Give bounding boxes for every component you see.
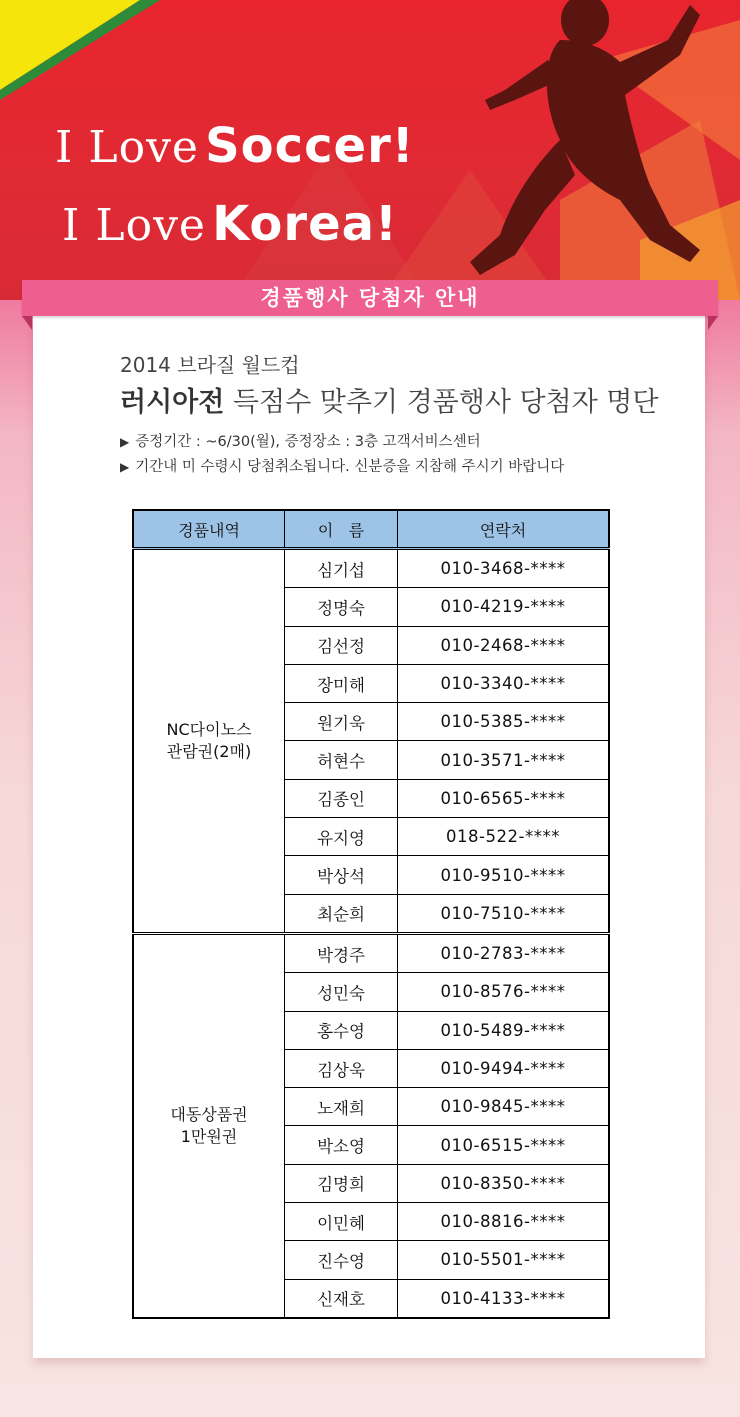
winner-phone: 010-4219-**** — [398, 588, 610, 626]
prize-cell — [133, 933, 285, 1317]
band-fold-left — [22, 316, 32, 330]
winner-name: 김선정 — [285, 626, 398, 664]
note-period — [120, 430, 481, 451]
title-line-2-thin: I Love — [62, 200, 206, 251]
winner-phone: 010-4133-**** — [398, 1279, 610, 1318]
prize-line-2: 관람권(2매) — [166, 741, 252, 761]
event-title — [120, 380, 658, 419]
title-line-1 — [55, 118, 415, 174]
winner-phone: 018-522-**** — [398, 818, 610, 856]
winner-name: 유지영 — [285, 818, 398, 856]
title-line-2 — [62, 196, 398, 252]
winner-name: 원기욱 — [285, 703, 398, 741]
winner-name: 장미해 — [285, 664, 398, 702]
header-banner — [0, 0, 740, 300]
winner-phone: 010-5385-**** — [398, 703, 610, 741]
winner-name: 박소영 — [285, 1126, 398, 1164]
band-fold-right — [708, 316, 718, 330]
winner-name: 성민숙 — [285, 973, 398, 1011]
event-title-rest: 득점수 맞추기 경품행사 당첨자 명단 — [224, 387, 659, 418]
table-row — [133, 549, 609, 588]
winners-body — [133, 549, 609, 1318]
winner-phone: 010-2468-**** — [398, 626, 610, 664]
winner-name: 심기섭 — [285, 549, 398, 588]
event-subtitle: 2014 브라질 월드컵 — [120, 353, 300, 377]
winner-phone: 010-5489-**** — [398, 1011, 610, 1049]
note-id-text: 기간내 미 수령시 당첨취소됩니다. 신분증을 지참해 주시기 바랍니다 — [135, 459, 565, 475]
arrow-icon: ▶ — [120, 435, 130, 449]
winner-name: 홍수영 — [285, 1011, 398, 1049]
title-line-1-thin: I Love — [55, 122, 199, 173]
winner-phone: 010-9494-**** — [398, 1049, 610, 1087]
winner-phone: 010-3468-**** — [398, 549, 610, 588]
note-period-text: 증정기간 : ~6/30(월), 증정장소 : 3층 고객서비스센터 — [135, 434, 481, 450]
winner-name: 박경주 — [285, 933, 398, 972]
prize-line-2: 1만원권 — [180, 1126, 238, 1146]
winner-name: 정명숙 — [285, 588, 398, 626]
arrow-icon: ▶ — [120, 460, 130, 474]
winner-name: 김명희 — [285, 1164, 398, 1202]
winner-name: 허현수 — [285, 741, 398, 779]
note-id-required — [120, 455, 564, 476]
winner-phone: 010-3340-**** — [398, 664, 610, 702]
table-header-row — [133, 510, 609, 549]
winner-name: 노재희 — [285, 1088, 398, 1126]
winner-phone: 010-3571-**** — [398, 741, 610, 779]
title-line-1-bold: Soccer! — [205, 118, 415, 174]
winner-phone: 010-9845-**** — [398, 1088, 610, 1126]
winner-name: 신재호 — [285, 1279, 398, 1318]
winner-phone: 010-5501-**** — [398, 1241, 610, 1279]
winner-name: 박상석 — [285, 856, 398, 894]
winner-name: 진수영 — [285, 1241, 398, 1279]
winner-phone: 010-8350-**** — [398, 1164, 610, 1202]
winner-phone: 010-6515-**** — [398, 1126, 610, 1164]
winner-phone: 010-6565-**** — [398, 779, 610, 817]
event-title-bold: 러시아전 — [120, 387, 225, 418]
prize-line-1: 대동상품권 — [170, 1104, 248, 1124]
winner-phone: 010-8816-**** — [398, 1203, 610, 1241]
announcement-band: 경품행사 당첨자 안내 — [22, 280, 718, 316]
table-row — [133, 933, 609, 972]
header-name: 이 름 — [285, 510, 398, 549]
winner-name: 이민혜 — [285, 1203, 398, 1241]
winner-name: 김상욱 — [285, 1049, 398, 1087]
winner-phone: 010-7510-**** — [398, 894, 610, 933]
header-prize: 경품내역 — [133, 510, 285, 549]
prize-line-1: NC다이노스 — [166, 719, 252, 739]
winner-phone: 010-2783-**** — [398, 933, 610, 972]
title-line-2-bold: Korea! — [212, 196, 398, 252]
winner-phone: 010-9510-**** — [398, 856, 610, 894]
header-phone: 연락처 — [398, 510, 610, 549]
winner-name: 김종인 — [285, 779, 398, 817]
winner-name: 최순희 — [285, 894, 398, 933]
winner-phone: 010-8576-**** — [398, 973, 610, 1011]
winners-table — [132, 509, 610, 1319]
prize-cell — [133, 549, 285, 934]
